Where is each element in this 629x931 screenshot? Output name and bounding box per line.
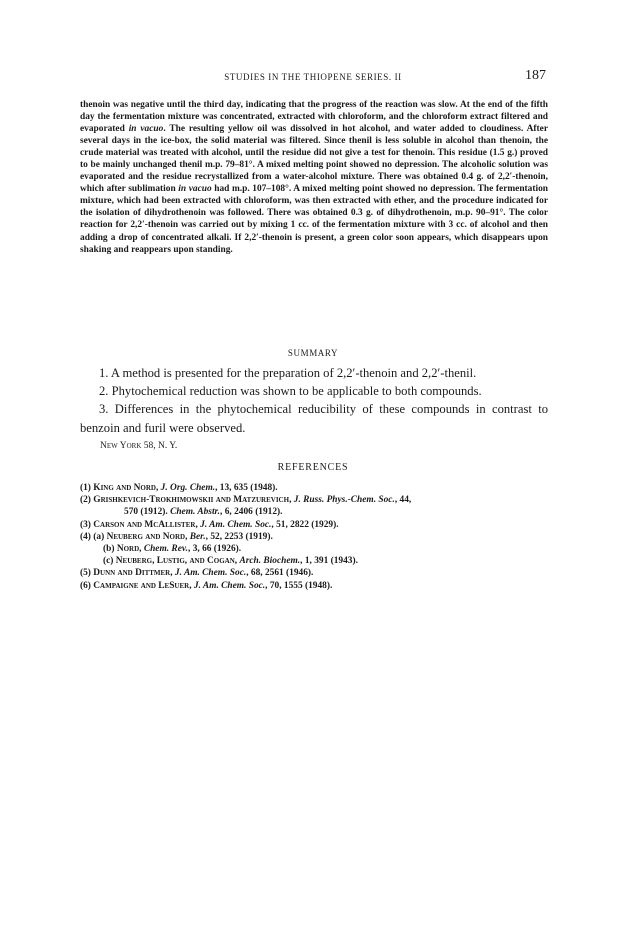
reference-citation: , 44, bbox=[394, 495, 412, 506]
in-vacuo-term-1: in vacuo bbox=[128, 124, 164, 135]
reference-item bbox=[80, 531, 550, 543]
reference-item bbox=[80, 482, 550, 494]
reference-citation: , 13, 635 (1948). bbox=[215, 483, 278, 493]
reference-number: (3) bbox=[80, 519, 94, 530]
reference-journal: Chem. Rev. bbox=[143, 544, 189, 555]
reference-separator: , bbox=[234, 556, 240, 567]
reference-number: (6) bbox=[80, 580, 94, 591]
reference-item bbox=[80, 494, 550, 518]
reference-citation: , 6, 2406 (1912). bbox=[220, 507, 283, 518]
reference-number: (c) bbox=[103, 556, 116, 567]
reference-journal: J. Am. Chem. Soc. bbox=[174, 568, 247, 579]
page-number: 187 bbox=[525, 68, 546, 83]
reference-number: (2) bbox=[80, 495, 94, 506]
reference-separator: , bbox=[139, 544, 144, 555]
reference-item bbox=[80, 580, 550, 592]
reference-number: (b) bbox=[103, 544, 117, 555]
location-city: New York bbox=[100, 441, 142, 451]
reference-citation: , 3, 66 (1926). bbox=[188, 544, 242, 555]
summary-item: 1. A method is presented for the preparation of 2,2′-thenoin and 2,2′-thenil. bbox=[99, 366, 477, 380]
body-text-part-1: thenoin was negative until the third day, indicating that the progress of the reaction was slow. At the end of the fifth day the fermentation mixture was concentrated, extracted with chloroform, and the chloroform extract filtered and evaporated bbox=[80, 100, 548, 135]
in-vacuo-term-2: in vacuo bbox=[178, 184, 212, 195]
body-text-part-3: had m.p. 107–108°. A mixed melting point showed no depression. The fermentation mixture, which had been extracted with chloroform, was then extracted with ether, and the procedure indicated for the isolation of dihydrothenoin was followed. There was obtained 0.3 g. of dihydrothenoin, m.p. 90–91°. The color reaction for 2,2′-thenoin was carried out by mixing 1 cc. of the fermentation mixture with 3 cc. of alcohol and then adding a drop of concentrated alkali. If 2,2′-thenoin is present, a green color soon appears, which disappears upon shaking and reappears upon standing. bbox=[80, 184, 548, 255]
location-rest: 58, N. Y. bbox=[141, 441, 178, 451]
reference-authors: Nord bbox=[116, 544, 140, 555]
running-head: STUDIES IN THE THIOPENE SERIES. II bbox=[224, 72, 402, 82]
reference-separator: , bbox=[195, 519, 201, 530]
reference-authors: Dunn and Dittmer bbox=[93, 568, 171, 579]
reference-authors: Carson and McAllister bbox=[93, 519, 196, 530]
reference-number: (1) bbox=[80, 483, 94, 493]
reference-item bbox=[80, 567, 550, 579]
references-heading: REFERENCES bbox=[277, 462, 349, 473]
reference-number: (5) bbox=[80, 568, 94, 579]
reference-journal: Ber. bbox=[189, 531, 206, 542]
body-text-part-2: . The resulting yellow oil was dissolved in hot alcohol, and water added to cloudiness. After several days in the ice-box, the solid material was filtered. Since thenil is less soluble in alcohol than thenoin, the crude material was treated with alcohol, until the residue did not give a test for thenoin. This residue (1.5 g.) proved to be mainly unchanged thenil m.p. 79–81°. A mixed melting point showed no depression. The alcoholic solution was evaporated and the residue recrystallized from a water-alcohol mixture. There was obtained 0.4 g. of 2,2′-thenoin, which after sublimation bbox=[80, 124, 548, 195]
reference-separator: , bbox=[289, 495, 294, 506]
reference-conjunction: and bbox=[213, 495, 234, 506]
reference-citation: , 51, 2822 (1929). bbox=[271, 519, 339, 530]
reference-journal: J. Org. Chem. bbox=[160, 483, 216, 493]
reference-journal: J. Am. Chem. Soc. bbox=[200, 519, 272, 530]
reference-journal: J. Am. Chem. Soc. bbox=[193, 580, 266, 591]
reference-separator: , bbox=[155, 483, 161, 493]
reference-authors: Matzurevich bbox=[233, 495, 290, 506]
reference-separator: , bbox=[185, 531, 190, 542]
reference-list bbox=[80, 482, 550, 592]
summary-heading: SUMMARY bbox=[287, 348, 339, 358]
reference-number: (4) (a) bbox=[80, 531, 107, 542]
reference-authors: Neuberg and Nord bbox=[106, 531, 186, 542]
reference-continuation bbox=[102, 506, 550, 518]
reference-citation: 570 (1912). bbox=[124, 507, 171, 518]
reference-authors: Campaigne and LeSuer bbox=[93, 580, 190, 591]
summary-list bbox=[80, 364, 548, 437]
reference-item bbox=[80, 519, 550, 531]
author-location bbox=[100, 441, 177, 451]
reference-journal: J. Russ. Phys.-Chem. Soc. bbox=[293, 495, 395, 506]
reference-authors: Grishkevich-Trokhimowskii bbox=[93, 495, 214, 506]
reference-separator: , bbox=[170, 568, 175, 579]
reference-authors: Neuberg, Lustig, and Cogan bbox=[115, 556, 235, 567]
reference-citation: , 1, 391 (1943). bbox=[300, 556, 358, 567]
reference-item bbox=[80, 543, 550, 555]
body-paragraph bbox=[80, 99, 548, 256]
reference-authors: King and Nord bbox=[93, 483, 156, 493]
reference-citation: , 68, 2561 (1946). bbox=[246, 568, 314, 579]
reference-item bbox=[80, 555, 550, 567]
reference-separator: , bbox=[189, 580, 194, 591]
reference-citation: , 70, 1555 (1948). bbox=[265, 580, 333, 591]
summary-item: 2. Phytochemical reduction was shown to be applicable to both compounds. bbox=[99, 384, 482, 399]
summary-item: 3. Differences in the phytochemical reducibility of these compounds in contrast to benzoin and furil were observed. bbox=[80, 402, 548, 435]
reference-citation: , 52, 2253 (1919). bbox=[205, 531, 273, 542]
reference-journal: Arch. Biochem. bbox=[239, 556, 301, 567]
reference-journal: Chem. Abstr. bbox=[170, 507, 221, 518]
